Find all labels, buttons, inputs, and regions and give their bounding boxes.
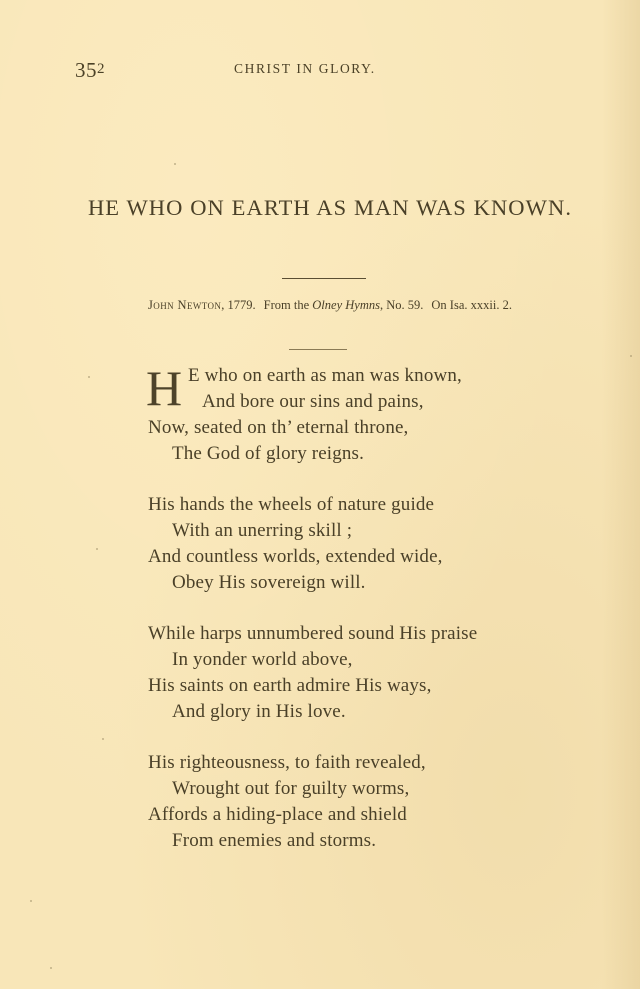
title-divider-rule — [282, 278, 366, 279]
paper-speck — [630, 355, 632, 357]
attribution-divider-rule — [289, 349, 347, 350]
drop-cap: H — [146, 360, 183, 416]
stanza — [146, 360, 588, 467]
verse-line: His righteousness, to faith revealed, — [148, 752, 426, 773]
paper-speck — [96, 548, 98, 550]
stanza — [148, 750, 588, 854]
verse-line: His hands the wheels of nature guide — [148, 494, 435, 515]
author-name: John Newton — [148, 298, 222, 312]
author-year: , 1779. — [221, 298, 256, 312]
verse-line: In yonder world above, — [172, 649, 353, 670]
verse-line: The God of glory reigns. — [172, 443, 364, 464]
verse-line: Obey His sovereign will. — [172, 572, 366, 593]
source-title: Olney Hymns — [312, 298, 380, 312]
verse-line: From enemies and storms. — [172, 830, 377, 851]
verse-line: And bore our sins and pains, — [202, 391, 424, 412]
verse-line: Now, seated on th’ eternal throne, — [148, 417, 409, 438]
page-number — [75, 58, 105, 83]
verse-line: Affords a hiding-place and shield — [148, 804, 407, 825]
paper-speck — [102, 738, 104, 740]
paper-speck — [174, 163, 176, 165]
hymn-title: HE WHO ON EARTH AS MAN WAS KNOWN. — [87, 195, 573, 220]
source-number: , No. 59. — [379, 298, 424, 312]
verse-line: His saints on earth admire His ways, — [148, 675, 432, 696]
paper-speck — [50, 967, 52, 969]
source-prefix: From the — [263, 298, 310, 312]
page-number-superscript: 2 — [97, 61, 105, 77]
page-number-main: 35 — [75, 58, 97, 82]
running-head — [0, 56, 640, 86]
hymn-text — [146, 360, 588, 879]
stanza — [148, 621, 588, 725]
verse-line: While harps unnumbered sound His praise — [148, 623, 478, 644]
hymn-attribution — [60, 298, 600, 313]
first-line-block — [146, 360, 588, 416]
verse-line: Wrought out for guilty worms, — [172, 778, 410, 799]
scripture-reference: On Isa. xxxii. 2. — [431, 298, 512, 312]
paper-speck — [88, 376, 90, 378]
stanza — [148, 492, 588, 596]
verse-line: With an unerring skill ; — [172, 520, 353, 541]
verse-line: E who on earth as man was known, — [188, 365, 462, 386]
verse-line: And countless worlds, extended wide, — [148, 546, 443, 567]
running-title: CHRIST IN GLORY. — [234, 61, 376, 76]
paper-speck — [30, 900, 32, 902]
verse-line: And glory in His love. — [172, 701, 346, 722]
